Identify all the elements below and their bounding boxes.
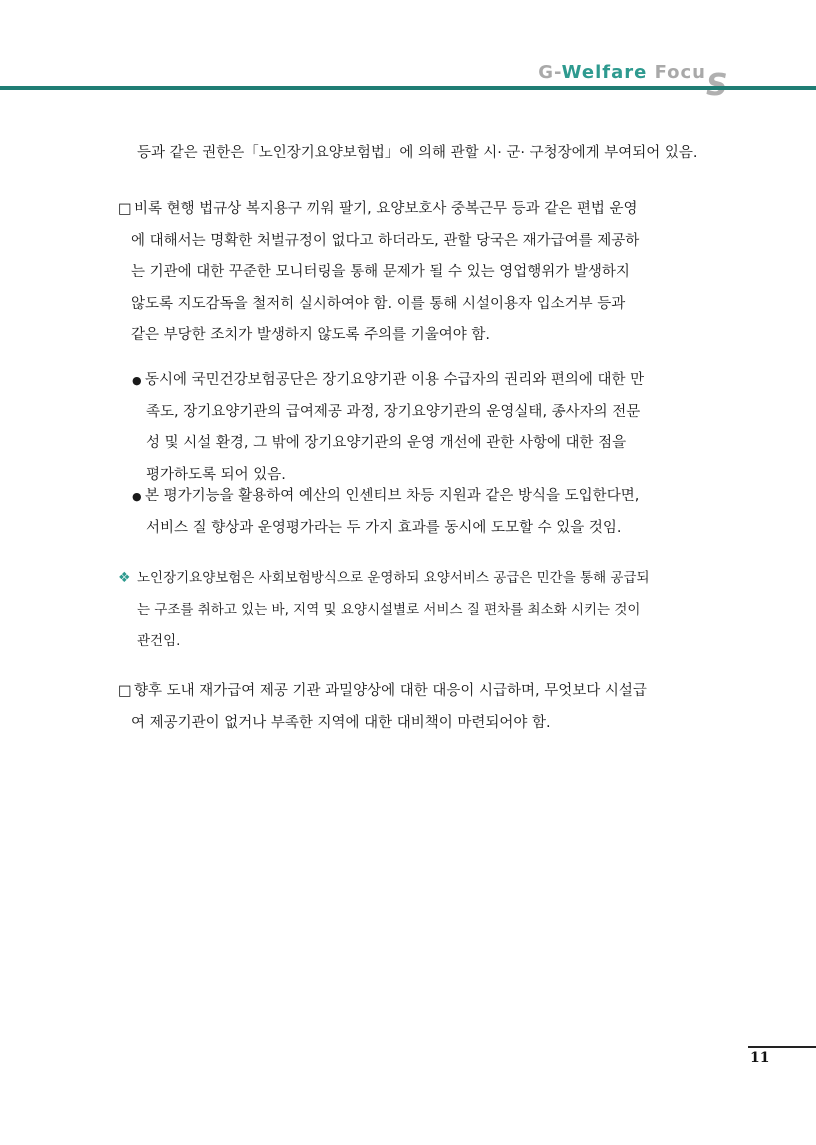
paragraph-line: 향후 도내 재가급여 제공 기관 과밀양상에 대한 대응이 시급하며, 무엇보다 시설급 <box>134 683 647 699</box>
paragraph-line: 같은 부당한 조치가 발생하지 않도록 주의를 기울여야 함. <box>131 327 491 343</box>
diamond-bullet-icon: ❖ <box>118 570 131 586</box>
footer-rule <box>748 1046 816 1048</box>
paragraph-4 <box>118 676 647 739</box>
square-bullet-icon: □ <box>118 683 132 699</box>
bullet-item-2 <box>132 481 639 544</box>
paragraph-line: 본 평가기능을 활용하여 예산의 인센티브 차등 지원과 같은 방식을 도입한다면, <box>145 488 640 504</box>
publication-logo <box>538 62 706 83</box>
paragraph-2 <box>118 194 639 352</box>
paragraph-3 <box>118 563 650 658</box>
logo-focus: Focu <box>647 62 706 83</box>
dot-bullet-icon: ● <box>132 490 142 503</box>
paragraph-line: 족도, 장기요양기관의 급여제공 과정, 장기요양기관의 운영실태, 종사자의 전문 <box>146 403 641 420</box>
paragraph-line: 않도록 지도감독을 철저히 실시하여야 함. 이를 통해 시설이용자 입소거부 등과 <box>131 295 626 312</box>
paragraph-1 <box>137 138 698 170</box>
logo-prefix: G- <box>538 62 562 83</box>
bullet-item-1 <box>132 365 644 491</box>
logo-welfare: Welfare <box>561 62 648 83</box>
paragraph-line: 에 대해서는 명확한 처벌규정이 없다고 하더라도, 관할 당국은 재가급여를 제공하 <box>131 232 640 249</box>
paragraph-line: 는 기관에 대한 꾸준한 모니터링을 통해 문제가 될 수 있는 영업행위가 발생하지 <box>131 264 630 280</box>
paragraph-line: 동시에 국민건강보험공단은 장기요양기관 이용 수급자의 권리와 편의에 대한 만 <box>145 372 645 388</box>
dot-bullet-icon: ● <box>132 374 142 387</box>
paragraph-line: 서비스 질 향상과 운영평가라는 두 가지 효과를 동시에 도모할 수 있을 것임. <box>146 519 622 536</box>
paragraph-line: 비록 현행 법규상 복지용구 끼워 팔기, 요양보호사 중복근무 등과 같은 편법 운영 <box>134 201 638 217</box>
page-number: 11 <box>750 1050 770 1066</box>
paragraph-line: 여 제공기관이 없거나 부족한 지역에 대한 대비책이 마련되어야 함. <box>131 714 551 731</box>
square-bullet-icon: □ <box>118 201 132 217</box>
paragraph-line: 노인장기요양보험은 사회보험방식으로 운영하되 요양서비스 공급은 민간을 통해 공급되 <box>137 570 650 586</box>
paragraph-line: 성 및 시설 환경, 그 밖에 장기요양기관의 운영 개선에 관한 사항에 대한 점을 <box>146 435 627 451</box>
paragraph-line: 관건임. <box>137 633 181 649</box>
paragraph-line: 평가하도록 되어 있음. <box>146 466 286 483</box>
header-rule <box>0 86 816 90</box>
paragraph-line: 는 구조를 취하고 있는 바, 지역 및 요양시설별로 서비스 질 편차를 최소화 시키는 것이 <box>137 601 641 618</box>
paragraph-line: 등과 같은 권한은「노인장기요양보험법」에 의해 관할 시· 군· 구청장에게 부여되어 있음. <box>137 145 698 161</box>
